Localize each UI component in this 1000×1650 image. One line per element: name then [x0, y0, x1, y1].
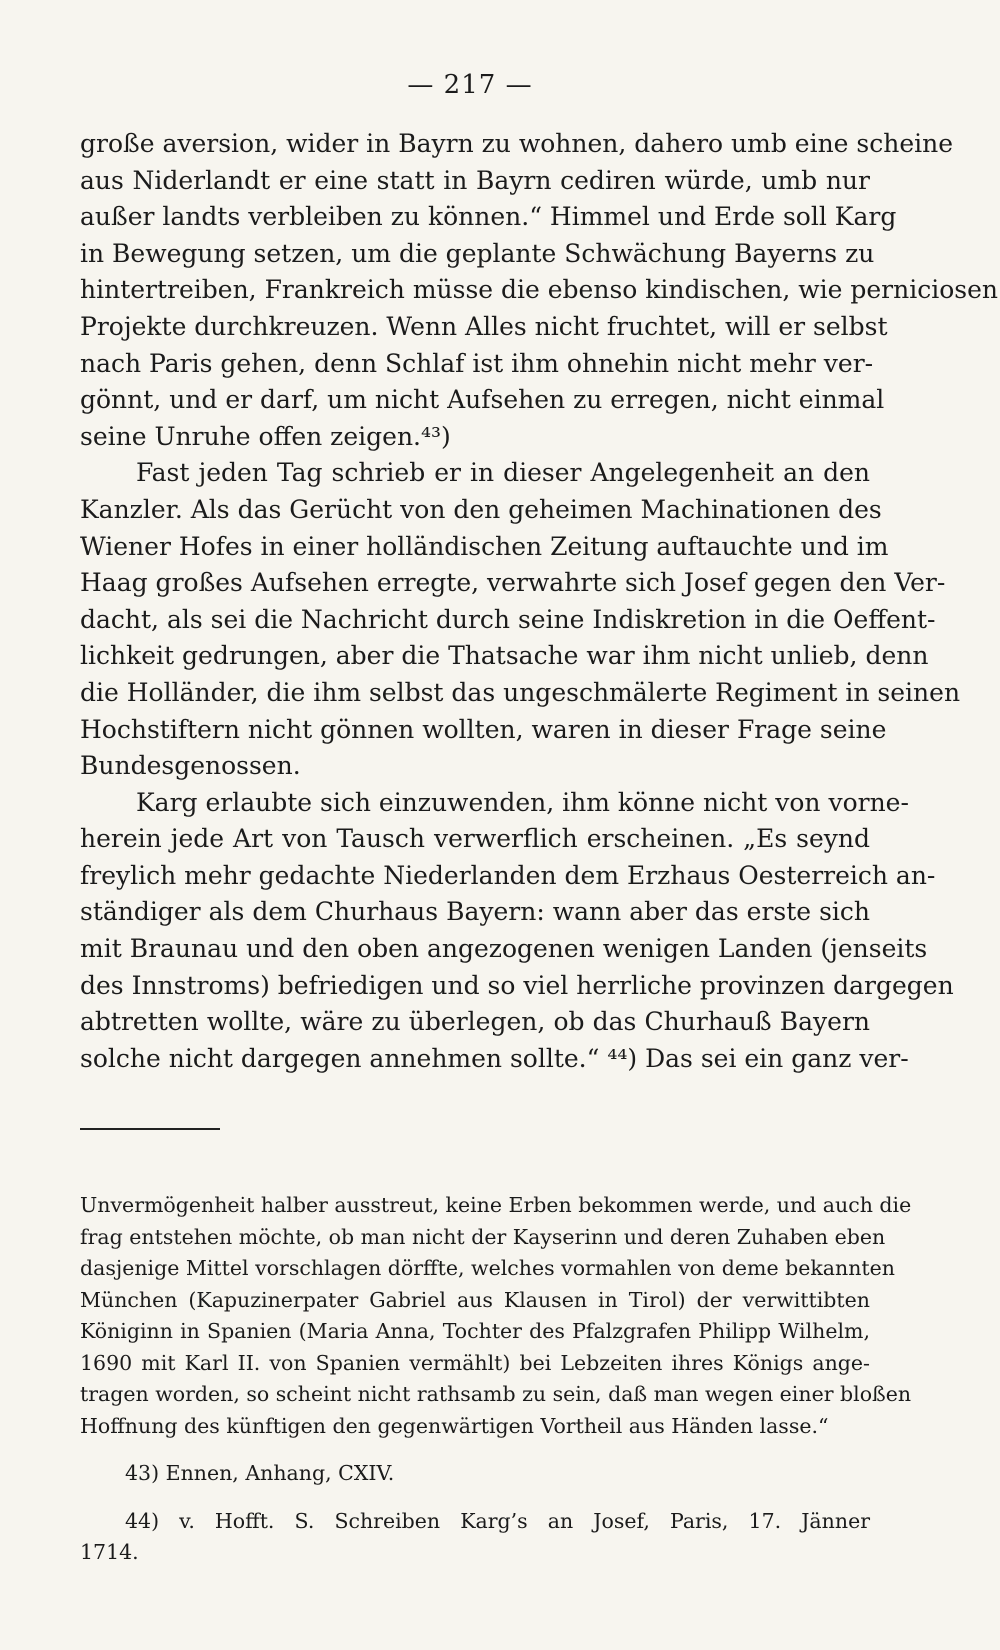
body-line: herein jede Art von Tausch verwerflich erscheinen. „Es seynd — [80, 824, 870, 854]
footnote-44: 44) v. Hofft. S. Schreiben Karg’s an Josef, Paris, 17. Jänner — [125, 1508, 870, 1533]
footnote-line: tragen worden, so scheint nicht rathsamb zu sein, daß man wegen einer bloßen — [80, 1382, 912, 1406]
body-line: in Bewegung setzen, um die geplante Schwächung Bayerns zu — [80, 238, 875, 268]
body-line: freylich mehr gedachte Niederlanden dem Erzhaus Oesterreich an- — [80, 860, 936, 890]
body-line: gönnt, und er darf, um nicht Aufsehen zu erregen, nicht einmal — [80, 385, 885, 415]
body-line: außer landts verbleiben zu können.“ Himmel und Erde soll Karg — [80, 202, 897, 232]
footnote-line: frag entstehen möchte, ob man nicht der Kayserinn und deren Zuhaben eben — [80, 1224, 886, 1249]
body-line: solche nicht dargegen annehmen sollte.“ ⁴⁴) Das sei ein ganz ver- — [80, 1043, 909, 1073]
body-line: mit Braunau und den oben angezogenen wenigen Landen (jenseits — [80, 934, 928, 964]
body-line: hintertreiben, Frankreich müsse die ebenso kindischen, wie perniciosen — [80, 275, 999, 305]
body-line: Karg erlaubte sich einzuwenden, ihm könne nicht von vorne- — [136, 787, 909, 817]
footnote-line: dasjenige Mittel vorschlagen dörffte, welches vormahlen von deme bekannten — [80, 1256, 895, 1280]
body-line: große aversion, wider in Bayrn zu wohnen, dahero umb eine scheine — [80, 129, 954, 158]
body-line: des Innstroms) befriedigen und so viel herrliche provinzen dargegen — [80, 970, 954, 1000]
footnote-line: Hoffnung des künftigen den gegenwärtigen Vortheil aus Händen lasse.“ — [80, 1413, 829, 1438]
body-line: Bundesgenossen. — [80, 751, 301, 781]
body-line: lichkeit gedrungen, aber die Thatsache war ihm nicht unlieb, denn — [80, 641, 929, 671]
footnote-line: Königinn in Spanien (Maria Anna, Tochter des Pfalzgrafen Philipp Wilhelm, — [80, 1319, 870, 1343]
footnote-44-continuation: 1714. — [80, 1540, 139, 1564]
body-line: Fast jeden Tag schrieb er in dieser Angelegenheit an den — [136, 458, 870, 488]
body-line: abtretten wollte, wäre zu überlegen, ob das Churhauß Bayern — [80, 1007, 870, 1037]
body-line: Hochstiftern nicht gönnen wollten, waren in dieser Frage seine — [80, 714, 887, 744]
body-line: nach Paris gehen, denn Schlaf ist ihm ohnehin nicht mehr ver- — [80, 348, 874, 378]
body-line: aus Niderlandt er eine statt in Bayrn cediren würde, umb nur — [80, 165, 870, 195]
body-line: Projekte durchkreuzen. Wenn Alles nicht fruchtet, will er selbst — [80, 311, 888, 341]
footnote-43: 43) Ennen, Anhang, CXIV. — [125, 1461, 395, 1485]
body-line: ständiger als dem Churhaus Bayern: wann aber das erste sich — [80, 897, 870, 927]
body-line: Wiener Hofes in einer holländischen Zeitung auftauchte und im — [80, 531, 889, 561]
body-text — [80, 126, 999, 1077]
body-line: dacht, als sei die Nachricht durch seine Indiskretion in die Oeffent- — [80, 604, 936, 634]
body-line: Haag großes Aufsehen erregte, verwahrte sich Josef gegen den Ver- — [80, 568, 946, 598]
page-number: — 217 — — [407, 70, 533, 100]
body-line: seine Unruhe offen zeigen.⁴³) — [80, 421, 451, 451]
footnote-separator — [80, 1128, 220, 1130]
body-line: Kanzler. Als das Gerücht von den geheimen Machinationen des — [80, 494, 882, 524]
footnote-line: 1690 mit Karl II. von Spanien vermählt) bei Lebzeiten ihres Königs ange- — [80, 1350, 870, 1375]
footnote-line: München (Kapuzinerpater Gabriel aus Klausen in Tirol) der verwittibten — [80, 1287, 870, 1312]
footnote-line: Unvermögenheit halber ausstreut, keine Erben bekommen werde, und auch die — [80, 1193, 912, 1217]
body-line: die Holländer, die ihm selbst das ungeschmälerte Regiment in seinen — [80, 677, 961, 707]
footnotes — [80, 1190, 912, 1569]
